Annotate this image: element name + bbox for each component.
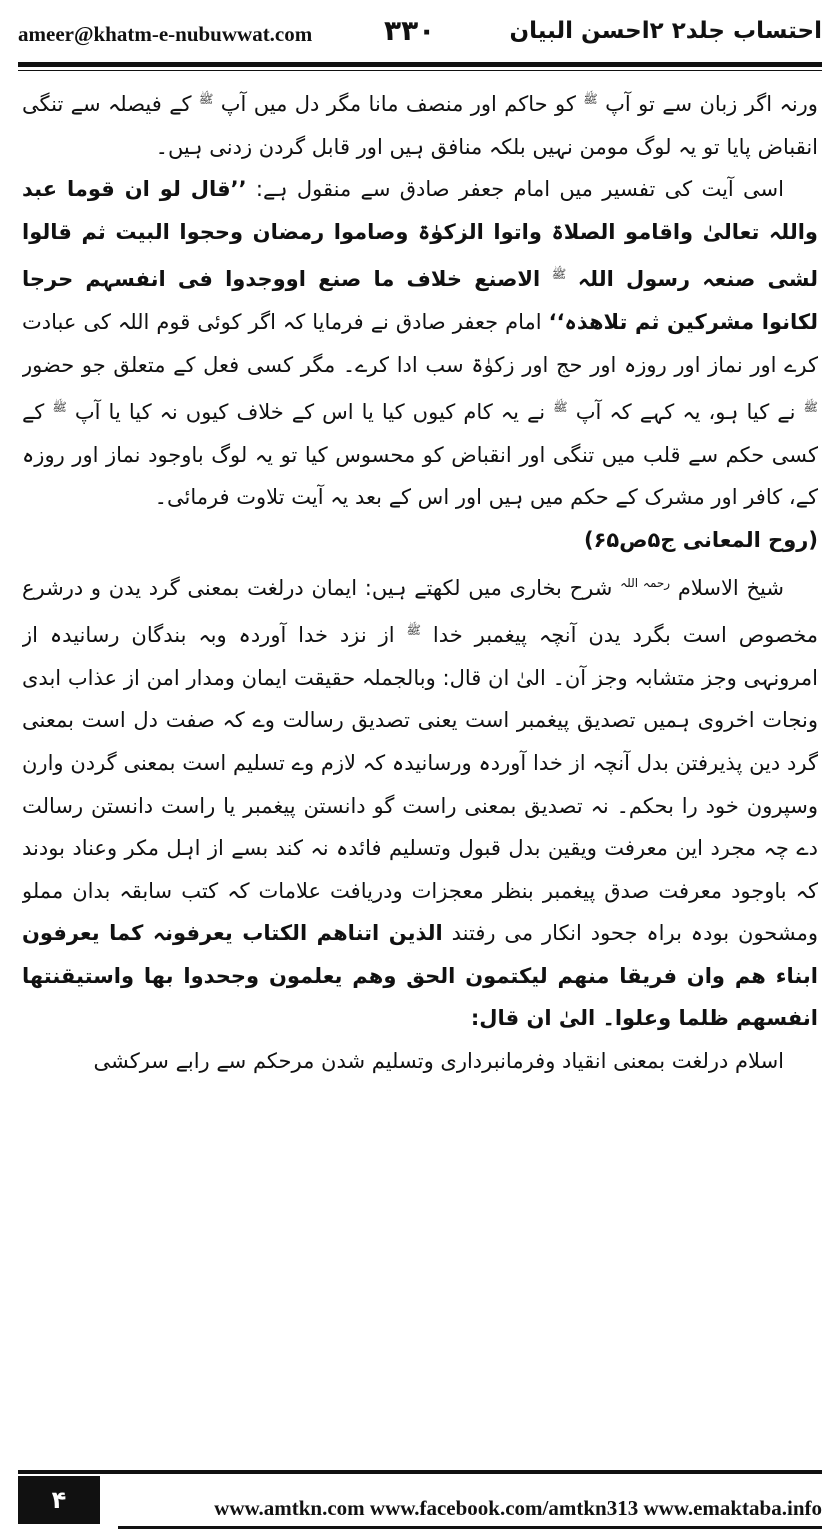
header-rule-thin <box>18 70 822 71</box>
honorific-icon: ﷺ <box>551 267 567 282</box>
footer-links: www.amtkn.com www.facebook.com/amtkn313 www.emaktaba.info <box>118 1490 822 1529</box>
honorific-icon: ﷺ <box>553 400 568 415</box>
page-number: ۳۳۰ <box>384 14 436 47</box>
honorific-icon: رحمہ اللہ <box>620 575 671 590</box>
arabic-quote: ’’قال لو ان قوما عبد واللہ تعالیٰ واقامو الصلاۃ واتوا الزکوٰۃ وصاموا رمضان وحجوا البیت ثم قالوا لشی صنعہ رسول اللہ <box>22 177 818 292</box>
page-body <box>22 78 818 1456</box>
footer-rule <box>18 1470 822 1474</box>
reference-citation: (روح المعانی ج۵ص۶۵) <box>584 527 818 552</box>
header-rule-thick <box>18 62 822 67</box>
honorific-icon: ﷺ <box>198 92 214 106</box>
paragraph-4: اسلام درلغت بمعنی انقیاد وفرمانبرداری وتسلیم شدن مرحکم سے رابے سرکشی <box>93 1049 784 1074</box>
header-email: ameer@khatm-e-nubuwwat.com <box>18 22 313 46</box>
honorific-icon: ﷺ <box>583 92 598 106</box>
honorific-icon: ﷺ <box>803 400 818 415</box>
honorific-icon: ﷺ <box>52 400 67 415</box>
arabic-verse: الذین اتناھم الکتاب یعرفونہ کما یعرفون ابناء ھم وان فریقا منھم لیکتمون الحق وھم یعلمون وجحدوا بھا واستیقنتھا انفسھم ظلما وعلوا۔ الیٰ ان قال: <box>22 921 818 1031</box>
arabic-quote-cont: الاصنع خلاف ما صنع اووجدوا فی انفسہم حرجا لکانوا مشرکین ثم تلاھذہ‘‘ <box>22 267 818 334</box>
paragraph-2: اسی آیت کی تفسیر میں امام جعفر صادق سے منقول ہے: ’’قال لو ان قوما عبد واللہ تعالیٰ واقامو الصلاۃ واتوا الزکوٰۃ وصاموا رمضان وحجوا البیت ثم قالوا لشی صنعہ رسول اللہ $^ﷺ$ الاصنع خلاف ما صنع اووجدوا فی انفسہم حرجا لکانوا مشرکین ثم تلاھذہ‘‘ امام جعفر صادق نے فرمایا کہ اگر کوئی قوم اللہ کی عبادت کرے اور نماز اور روزہ اور حج اور زکوٰۃ سب ادا کرے۔ مگر کسی فعل کے متعلق جو حضور $^ﷺ$ نے کیا ہو، یہ کہے کہ آپ $^ﷺ$ نے یہ کام کیوں کیا یا اس کے خلاف کیوں نہ کیا یا آپ $^ﷺ$ کے کسی حکم سے قلب میں تنگی اور انقباض کو محسوس کیا تو یہ لوگ باوجود نماز اور روزہ کے، کافر اور مشرک کے حکم میں ہیں اور اس کے بعد یہ آیت تلاوت فرمائی۔ <box>22 177 818 510</box>
book-title: احتساب جلد۲ ۲احسن البیان <box>509 18 822 44</box>
honorific-icon: ﷺ <box>406 623 421 638</box>
paragraph-3: شیخ الاسلام $^{رحمہ اللہ}$ شرح بخاری میں لکھتے ہیں: ایمان درلغت بمعنی گرد یدن و درشرع مخصوص است بگرد یدن آنچہ پیغمبر خدا $^ﷺ$ از نزد خدا آوردہ وبہ بندگان رسانیدہ از امرونہی وجز متشابہ وجز آن۔ الیٰ ان قال: وبالجملہ حقیقت ایمان ومدار امن از عذاب ابدی ونجات اخروی ہمیں تصدیق پیغمبر است یعنی تصدیق رسالت وے کہ صفت دل است بمعنی گرد دین پذیرفتن بدل آنچہ از خدا آوردہ ورسانیدہ کہ لازم وے تسلیم است بمعنی گردن وارن وسپرون خود را بحکم۔ نہ تصدیق بمعنی راست گو دانستن پیغمبر یا راست دانستن رسالت دے چہ مجرد این معرفت ویقین بدل قبول وتسلیم فائدہ نہ کند بسے از اہل مکر وعناد بودند کہ باوجود معرفت صدق پیغمبر بنظر معجزات ودریافت علامات کہ کتب سابقہ بدان مملو ومشحون بودہ براہ جحود انکار می رفتند الذین اتناھم الکتاب یعرفونہ کما یعرفون ابناء ھم وان فریقا منھم لیکتمون الحق وھم یعلمون وجحدوا بھا واستیقنتھا انفسھم ظلما وعلوا۔ الیٰ ان قال: <box>22 575 818 1031</box>
page-header <box>18 14 822 62</box>
paragraph-1: ورنہ اگر زبان سے تو آپ $^ﷺ$ کو حاکم اور منصف مانا مگر دل میں آپ $^ﷺ$ کے فیصلہ سے تنگی انقباض پایا تو یہ لوگ مومن نہیں بلکہ منافق ہیں اور قابل گردن زدنی ہیں۔ <box>22 92 818 159</box>
footer-page-tab: ۴ <box>18 1476 100 1524</box>
